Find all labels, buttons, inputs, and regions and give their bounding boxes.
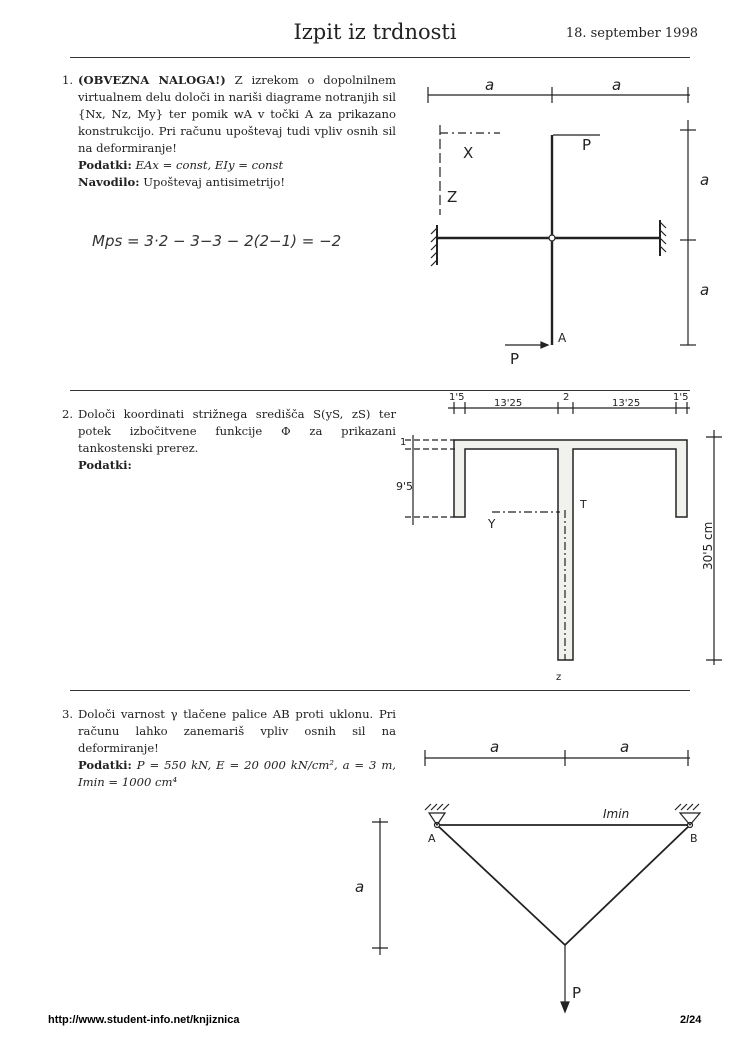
handwritten-formula: Mps = 3·2 − 3−3 − 2(2−1) = −2 <box>92 232 342 250</box>
svg-text:a: a <box>355 878 365 896</box>
svg-text:Y: Y <box>488 517 496 531</box>
svg-text:1: 1 <box>400 437 407 448</box>
page-title: Izpit iz trdnosti <box>293 20 457 44</box>
svg-text:13'25: 13'25 <box>612 398 641 409</box>
data-label: Podatki: <box>78 458 132 472</box>
svg-text:1'5: 1'5 <box>449 392 465 403</box>
svg-text:a: a <box>490 738 500 756</box>
svg-text:P: P <box>572 984 582 1002</box>
problem-statement: Z izrekom o dopolnilnem virtualnem delu določi in nariši diagrame notranjih sil {Nx, Nz, My} ter pomik wA v točki A za prikazano konstrukcijo. Pri računu upoštevaj tudi vpliv osnih sil na deformiranje! <box>78 73 397 155</box>
svg-text:9'5: 9'5 <box>396 480 414 493</box>
truss-figure <box>355 738 700 1012</box>
dim-label: a <box>612 76 622 94</box>
problem-statement: Določi koordinati strižnega središča S(yS, zS) ter potek izbočitvene funkcije Φ za prikazani tankostenski prerez. <box>78 407 396 455</box>
svg-text:B: B <box>690 832 698 845</box>
problem-number: 3. <box>62 707 74 721</box>
data-label: Podatki: <box>78 758 132 772</box>
hint-label: Navodilo: <box>78 175 140 189</box>
footer-url[interactable]: http://www.student-info.net/knjiznica <box>48 1014 240 1026</box>
svg-text:z: z <box>556 672 562 683</box>
dim-label: a <box>485 76 495 94</box>
dim-label: a <box>700 171 710 189</box>
svg-text:A: A <box>428 832 436 845</box>
svg-text:13'25: 13'25 <box>494 398 523 409</box>
problem-heading: (OBVEZNA NALOGA!) <box>78 73 226 87</box>
svg-text:P: P <box>510 350 520 368</box>
t-section-outline <box>454 440 687 660</box>
problem-number: 1. <box>62 73 74 87</box>
dim-label: a <box>700 281 710 299</box>
svg-text:A: A <box>558 331 567 345</box>
data-label: Podatki: <box>78 158 132 172</box>
page-number: 2/24 <box>680 1014 702 1026</box>
svg-text:2: 2 <box>563 392 570 403</box>
t-section-figure <box>396 392 722 683</box>
data-text: P = 550 kN, E = 20 000 kN/cm², a = 3 m, Imin = 1000 cm⁴ <box>78 758 396 789</box>
problem-statement: Določi varnost γ tlačene palice AB proti uklonu. Pri računu lahko zanemariš vpliv osnih sil na deformiranje! <box>78 707 396 755</box>
svg-text:P: P <box>582 136 592 154</box>
hint-text: Upoštevaj antisimetrijo! <box>143 175 285 189</box>
svg-text:a: a <box>620 738 630 756</box>
svg-text:30'5 cm: 30'5 cm <box>701 521 715 570</box>
svg-text:Imin: Imin <box>603 807 630 821</box>
frame-figure <box>428 76 709 368</box>
svg-text:Z: Z <box>447 188 458 206</box>
svg-text:T: T <box>580 498 587 511</box>
problem-number: 2. <box>62 407 74 421</box>
svg-text:X: X <box>463 144 474 162</box>
svg-text:1'5: 1'5 <box>673 392 689 403</box>
exam-date: 18. september 1998 <box>565 26 698 41</box>
hinge <box>549 235 555 241</box>
data-text: EAx = const, EIy = const <box>135 158 284 172</box>
